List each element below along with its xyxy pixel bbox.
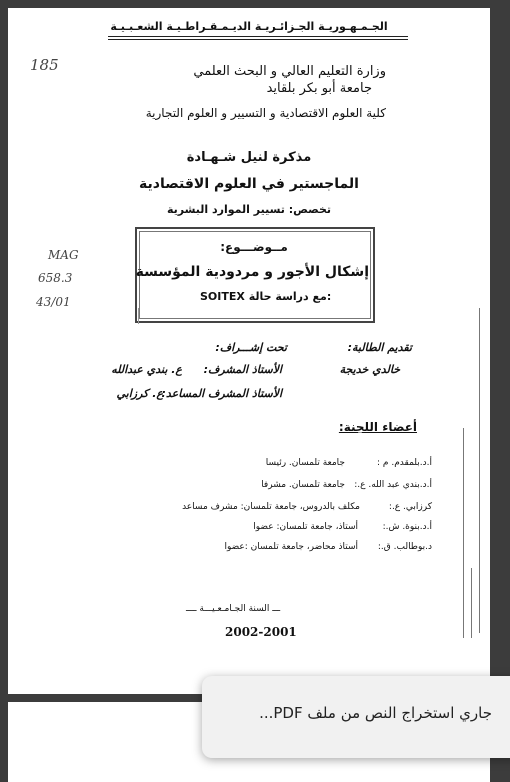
academic-year: 2002-2001: [225, 625, 297, 639]
case-name: SOITEX: [200, 290, 245, 303]
committee-member-role-3: مكلف بالدروس، جامعة تلمسان: مشرف مساعد: [182, 502, 360, 512]
ministry-line: وزارة التعليم العالي و البحث العلمي: [193, 64, 386, 79]
scan-artifact-line: [138, 308, 139, 324]
document-page: [8, 8, 490, 694]
case-prefix: مع دراسة حالة:: [248, 290, 332, 303]
committee-member-name-5: د.بوطالب. ق.:: [377, 542, 432, 552]
committee-member-name-3: كرزابي. ع.:: [388, 502, 432, 512]
committee-member-name-4: أ.د.بنوة. ش.:: [382, 522, 432, 532]
university-line: جامعة أبو بكر بلقايد: [266, 81, 372, 96]
thesis-specialty: تخصص: تسيير الموارد البشرية: [166, 203, 332, 216]
republic-header: الجـمـهـوريـة الجـزائـريـة الديـمـقـراطـيـة الشعـبـيـة: [110, 20, 388, 33]
committee-member-role-4: أستاذ، جامعة تلمسان: عضوا: [253, 522, 358, 532]
toast-message: جاري استخراج النص من ملف PDF...: [259, 704, 492, 722]
supervisor-name: ع. بندي عبدالله: [111, 363, 182, 376]
committee-member-role-2: جامعة تلمسان. مشرفا: [261, 480, 345, 490]
thesis-degree: الماجستير في العلوم الاقتصادية: [139, 176, 359, 192]
supervisor-label: الأستاذ المشرف:: [203, 363, 282, 376]
scan-edge-line: [479, 308, 480, 633]
student-heading: تقديم الطالبة:: [347, 341, 412, 354]
header-rule-2: [108, 39, 408, 40]
case-study: [200, 290, 331, 303]
header-rule: [108, 36, 408, 37]
committee-member-role-5: أستاذ محاضر، جامعة تلمسان :عضوا: [224, 542, 358, 552]
handwritten-code-number: 43/01: [36, 295, 71, 309]
committee-heading: أعضاء اللجنة:: [338, 420, 417, 434]
scan-edge-line-2: [463, 428, 464, 638]
committee-member-name-1: أ.د.بلمقدم. م :: [377, 458, 432, 468]
cosupervisor-name: ع. كرزابي: [116, 387, 163, 400]
subject-label: مــوضـــوع:: [220, 240, 288, 254]
committee-member-role-1: جامعة تلمسان. رئيسا: [265, 458, 345, 468]
faculty-line: كلية العلوم الاقتصادية و التسيير و العلوم التجارية: [145, 106, 386, 120]
supervision-heading: تحت إشـــراف:: [215, 341, 287, 354]
student-name: خالدي خديجة: [339, 363, 400, 376]
pdf-extraction-toast: [202, 676, 510, 758]
handwritten-code-class: 658.3: [38, 271, 73, 285]
handwritten-number: 185: [30, 56, 59, 74]
cosupervisor-label: الأستاذ المشرف المساعد:: [161, 387, 282, 400]
scan-edge-line-3: [471, 568, 472, 638]
thesis-type: مذكرة لنيل شـهـادة: [186, 150, 312, 165]
handwritten-code-mag: MAG: [48, 248, 79, 262]
committee-member-name-2: أ.د.بندي عبد الله. ع.:: [354, 480, 432, 490]
subject-title: إشكال الأجور و مردودية المؤسسة: [135, 264, 369, 280]
academic-year-label: ـــ السنة الجـامـعـيـــة ــــ: [186, 604, 281, 614]
